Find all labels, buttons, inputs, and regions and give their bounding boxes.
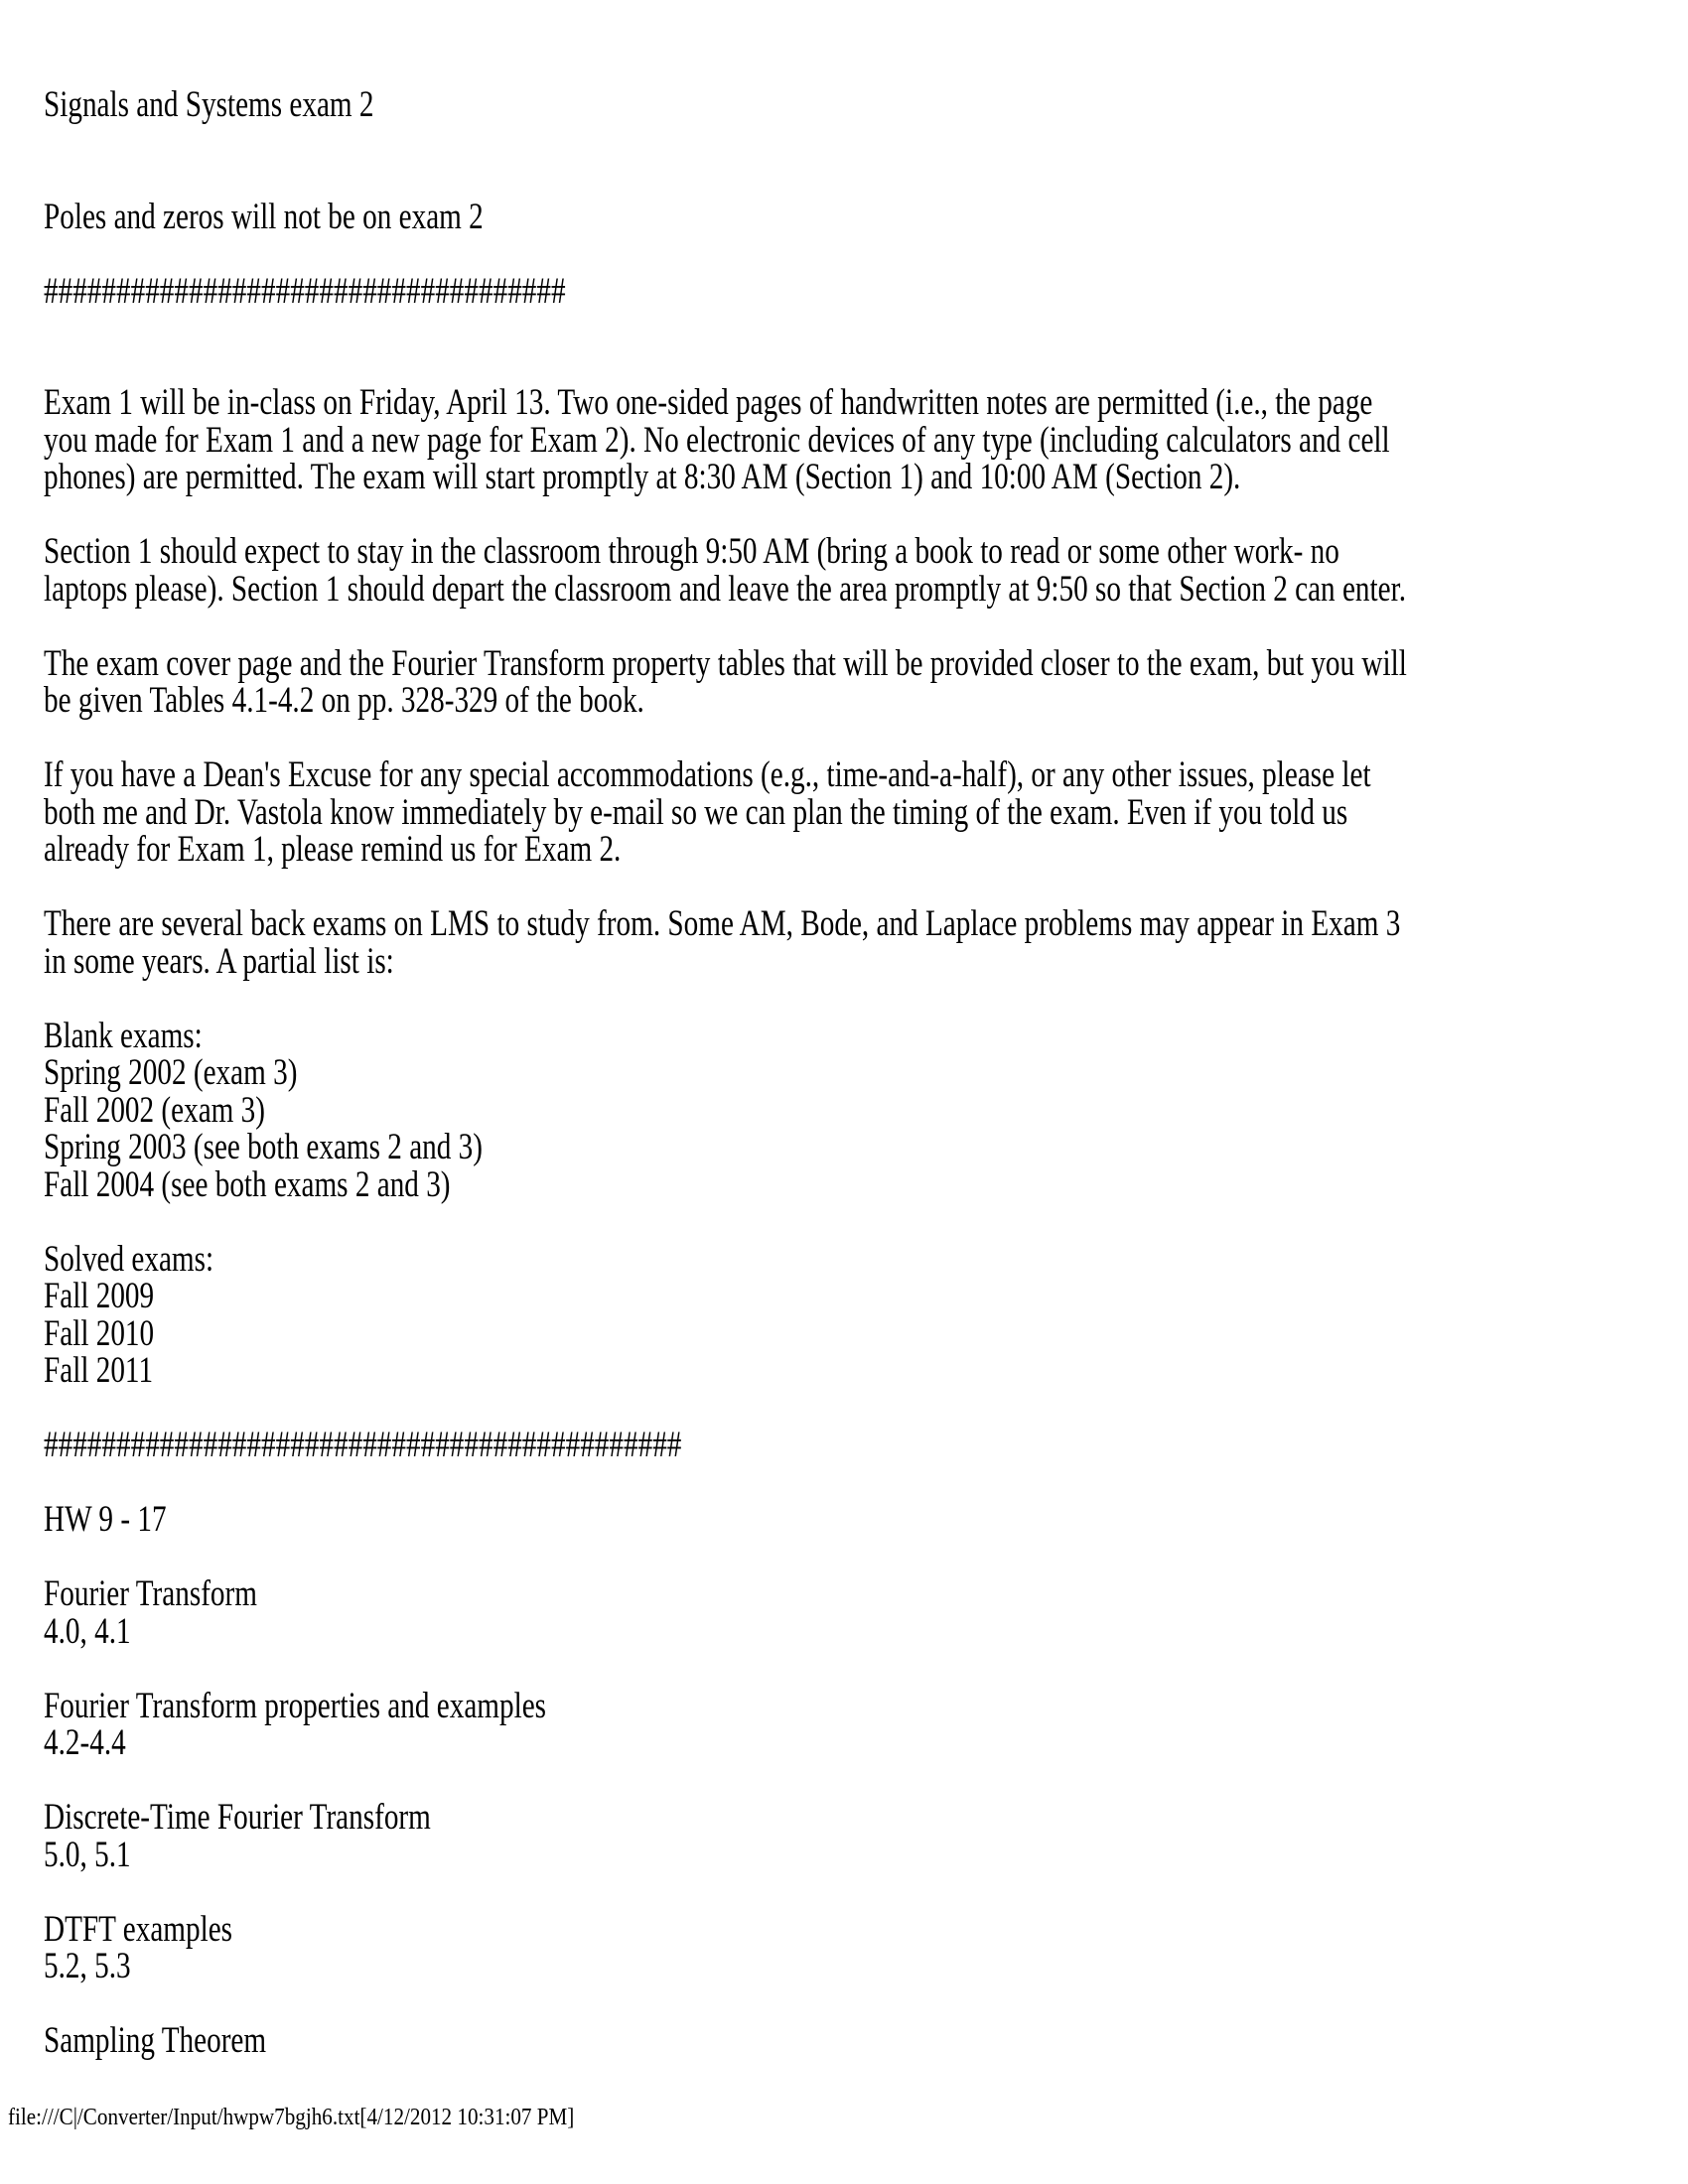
text-line: Fourier Transform properties and examples (44, 1684, 547, 1725)
text-line: both me and Dr. Vastola know immediately by e-mail so we can plan the timing of the exam. Even if you told us (44, 790, 1348, 832)
text-line: If you have a Dean's Excuse for any special accommodations (e.g., time-and-a-half), or any other issues, please let (44, 753, 1371, 794)
text-line: The exam cover page and the Fourier Transform property tables that will be provided closer to the exam, but you will (44, 641, 1407, 683)
text-line: Signals and Systems exam 2 (44, 83, 374, 124)
text-line: you made for Exam 1 and a new page for Exam 2). No electronic devices of any type (including calculators and cell (44, 418, 1390, 460)
text-line: Spring 2002 (exam 3) (44, 1051, 298, 1092)
text-line: be given Tables 4.1-4.2 on pp. 328-329 of the book. (44, 679, 644, 720)
text-line: Exam 1 will be in-class on Friday, April 13. Two one-sided pages of handwritten notes are permitted (i.e., the page (44, 381, 1373, 422)
text-line (44, 868, 1688, 905)
text-line (44, 234, 1688, 272)
text-line (44, 309, 1688, 346)
text-line: Poles and zeros will not be on exam 2 (44, 195, 484, 236)
text-line (44, 979, 1688, 1017)
text-line (44, 1984, 1688, 2022)
text-line (44, 346, 1688, 384)
text-line: Section 1 should expect to stay in the classroom through 9:50 AM (bring a book to read or some other work- no (44, 530, 1339, 571)
text-line: There are several back exams on LMS to study from. Some AM, Bode, and Laplace problems may appear in Exam 3 (44, 902, 1401, 943)
text-line (44, 1463, 1688, 1501)
text-line: Fourier Transform (44, 1572, 257, 1613)
text-line (44, 1761, 1688, 1799)
text-line: Fall 2010 (44, 1311, 155, 1353)
text-line: Blank exams: (44, 1014, 203, 1055)
text-line: 4.2-4.4 (44, 1721, 126, 1762)
text-line (44, 607, 1688, 644)
text-line: 5.0, 5.1 (44, 1833, 131, 1874)
text-line: 4.0, 4.1 (44, 1609, 131, 1651)
text-line: already for Exam 1, please remind us for Exam 2. (44, 828, 622, 869)
text-line: Sampling Theorem (44, 2019, 267, 2060)
text-line (44, 1649, 1688, 1687)
text-line: 5.2, 5.3 (44, 1945, 131, 1985)
text-line: ############################################ (44, 1424, 682, 1464)
text-line: Fall 2004 (see both exams 2 and 3) (44, 1162, 451, 1204)
text-line (44, 1202, 1688, 1240)
text-document-body (44, 85, 1688, 2059)
text-line (44, 495, 1688, 533)
text-line (44, 123, 1688, 161)
text-line: Fall 2002 (exam 3) (44, 1088, 266, 1130)
text-line: Fall 2009 (44, 1275, 155, 1315)
text-line: Solved exams: (44, 1237, 214, 1279)
text-line: phones) are permitted. The exam will start promptly at 8:30 AM (Section 1) and 10:00 AM (Section 2). (44, 456, 1241, 496)
text-line: Discrete-Time Fourier Transform (44, 1796, 431, 1837)
text-line: Spring 2003 (see both exams 2 and 3) (44, 1126, 483, 1166)
file-path-status: file:///C|/Converter/Input/hwpw7bgjh6.txt[4/12/2012 10:31:07 PM] (8, 2105, 575, 2130)
text-line (44, 1389, 1688, 1427)
text-line: in some years. A partial list is: (44, 939, 394, 981)
text-line: #################################### (44, 269, 566, 311)
text-line: Fall 2011 (44, 1349, 154, 1390)
text-line: laptops please). Section 1 should depart the classroom and leave the area promptly at 9:50 so that Section 2 can enter. (44, 567, 1407, 609)
text-line: HW 9 - 17 (44, 1498, 167, 1539)
text-line (44, 1872, 1688, 1910)
text-line: DTFT examples (44, 1907, 233, 1949)
text-line (44, 1538, 1688, 1575)
text-line (44, 160, 1688, 198)
text-line (44, 719, 1688, 756)
